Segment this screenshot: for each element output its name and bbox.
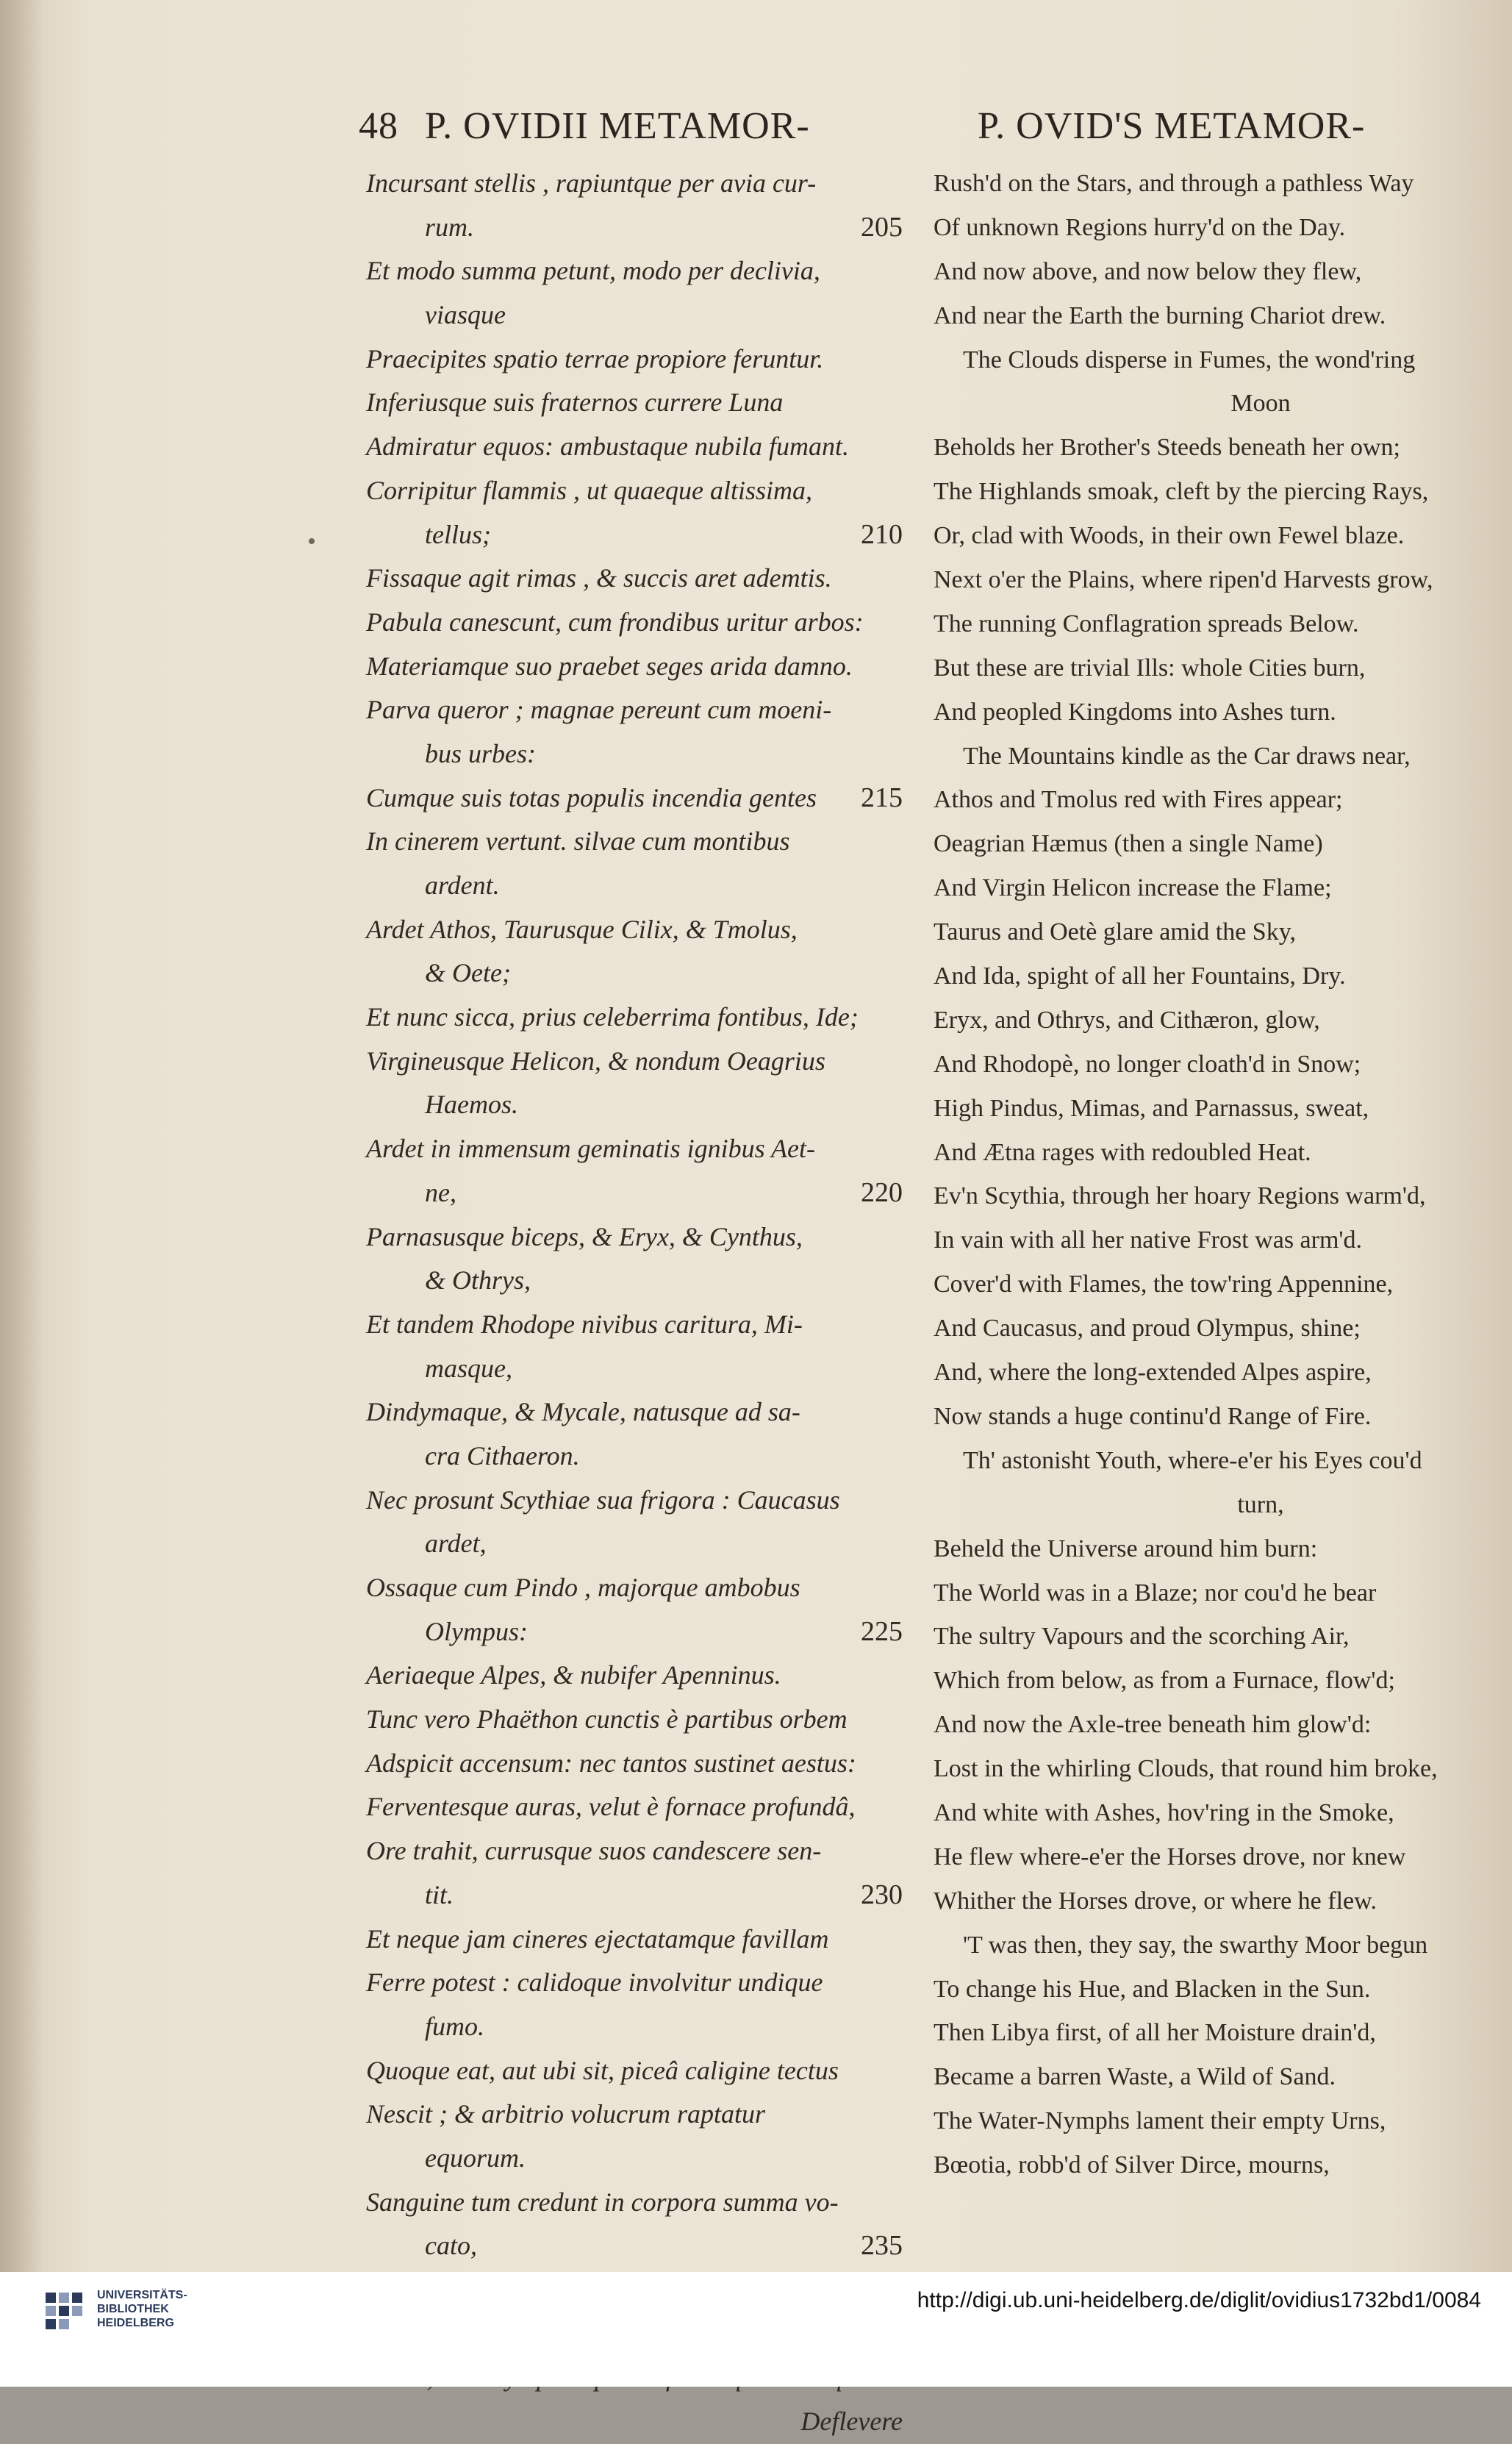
english-line	[934, 206, 1485, 250]
english-line	[934, 1747, 1485, 1791]
english-line-text: To change his Hue, and Blacken in the Sun.	[934, 1975, 1371, 2003]
english-line	[934, 822, 1485, 866]
latin-line-text: cato,	[425, 2231, 477, 2261]
english-line-text: Beheld the Universe around him burn:	[934, 1534, 1318, 1562]
english-line-text: And Rhodopè, no longer cloath'd in Snow;	[934, 1050, 1361, 1078]
latin-line-text: Parnasusque biceps, & Eryx, & Cynthus,	[366, 1221, 803, 1251]
latin-line	[366, 2137, 910, 2181]
english-line	[934, 250, 1485, 294]
latin-line	[366, 293, 910, 337]
latin-line-text: Deflevere	[800, 2407, 903, 2437]
latin-line	[366, 1083, 910, 1127]
latin-line	[366, 2005, 910, 2049]
latin-line	[366, 601, 910, 645]
english-line-text: Became a barren Waste, a Wild of Sand.	[934, 2063, 1336, 2091]
english-line	[934, 294, 1485, 338]
english-line-text: The sultry Vapours and the scorching Air,	[934, 1623, 1350, 1651]
english-line	[934, 866, 1485, 910]
latin-text-column	[366, 162, 910, 2444]
latin-line	[366, 1215, 910, 1259]
latin-line-text: Haemos.	[425, 1090, 518, 1120]
english-line-text: The Highlands smoak, cleft by the piercing Rays,	[934, 478, 1429, 506]
english-line	[934, 426, 1485, 470]
latin-line-text: equorum.	[425, 2143, 526, 2173]
margin-mark	[309, 538, 315, 544]
latin-line	[366, 688, 910, 732]
latin-line-text: Ore trahit, currusque suos candescere sen-	[366, 1836, 822, 1866]
page-gutter-shadow	[0, 0, 44, 2272]
english-line-text: High Pindus, Mimas, and Parnassus, sweat,	[934, 1094, 1369, 1122]
latin-line	[366, 337, 910, 382]
english-line	[934, 778, 1485, 822]
verse-number: 215	[861, 782, 903, 813]
latin-line-text: tellus;	[425, 519, 491, 549]
english-line	[934, 1395, 1485, 1439]
latin-line-text: Admiratur equos: ambustaque nubila fumant.	[366, 432, 849, 462]
latin-line-text: & Oete;	[425, 958, 511, 988]
latin-line-text: & Othrys,	[425, 1265, 531, 1296]
latin-line	[366, 1654, 910, 1698]
english-line-text: Athos and Tmolus red with Fires appear;	[934, 786, 1343, 814]
english-line-text: And Ætna rages with redoubled Heat.	[934, 1138, 1311, 1166]
latin-line	[366, 1479, 910, 1523]
latin-line-text: Sanguine tum credunt in corpora summa vo-	[366, 2187, 839, 2217]
latin-line	[366, 1522, 910, 1566]
english-line-text: Then Libya first, of all her Moisture drain'd,	[934, 2019, 1376, 2047]
english-line	[934, 1879, 1485, 1923]
english-line	[934, 470, 1485, 514]
english-line-text: Oeagrian Hæmus (then a single Name)	[934, 830, 1323, 858]
latin-line-text: ne,	[425, 1177, 456, 1207]
latin-line-text: Aeriaeque Alpes, & nubifer Apenninus.	[366, 1660, 781, 1690]
english-line-text: And now the Axle-tree beneath him glow'd:	[934, 1711, 1372, 1739]
left-page-header	[359, 104, 810, 148]
english-line	[934, 1131, 1485, 1175]
latin-line-text: Et tandem Rhodope nivibus caritura, Mi-	[366, 1309, 803, 1339]
latin-title: P. OVIDII METAMOR-	[425, 105, 810, 147]
latin-line	[366, 2181, 910, 2225]
english-line-text: And peopled Kingdoms into Ashes turn.	[934, 698, 1336, 726]
english-line-text: Bœotia, robb'd of Silver Dirce, mourns,	[934, 2151, 1330, 2179]
latin-line	[366, 1347, 910, 1391]
latin-line	[366, 996, 910, 1040]
english-line	[934, 1659, 1485, 1703]
latin-line-text: Dindymaque, & Mycale, natusque ad sa-	[366, 1397, 800, 1427]
latin-line	[366, 249, 910, 293]
latin-line	[366, 1918, 910, 1962]
latin-line-text: tit.	[425, 1879, 454, 1909]
english-line	[934, 1174, 1485, 1218]
latin-line	[366, 1742, 910, 1786]
page-number: 48	[359, 105, 398, 147]
latin-line-text: Virgineusque Helicon, & nondum Oeagrius	[366, 1046, 825, 1076]
latin-line-text: Et neque jam cineres ejectatamque favillam	[366, 1923, 829, 1954]
latin-line	[366, 645, 910, 689]
english-line	[934, 910, 1485, 954]
latin-line	[366, 1961, 910, 2005]
english-line-text: Of unknown Regions hurry'd on the Day.	[934, 213, 1346, 241]
latin-line	[366, 1303, 910, 1347]
english-line	[934, 1527, 1485, 1571]
latin-line	[366, 1127, 910, 1171]
english-line-text: Whither the Horses drove, or where he flew.	[934, 1887, 1377, 1915]
english-line-text: Which from below, as from a Furnace, flow'd;	[934, 1667, 1396, 1695]
english-line	[934, 338, 1485, 382]
latin-line	[366, 513, 910, 557]
latin-line-text: Ardet Athos, Taurusque Cilix, & Tmolus,	[366, 914, 798, 944]
latin-line-text: Quoque eat, aut ubi sit, piceâ caligine tectus	[366, 2055, 839, 2085]
latin-line	[366, 469, 910, 513]
english-line-text: And white with Ashes, hov'ring in the Smoke,	[934, 1798, 1394, 1826]
verse-number: 205	[861, 211, 903, 243]
latin-line	[366, 1434, 910, 1479]
latin-line	[366, 1566, 910, 1610]
latin-line	[366, 1610, 910, 1654]
latin-line-text: masque,	[425, 1353, 512, 1383]
english-line-text: Rush'd on the Stars, and through a pathless Way	[934, 170, 1414, 197]
english-line	[934, 558, 1485, 602]
english-line	[934, 1703, 1485, 1747]
english-line-text: And, where the long-extended Alpes aspire,	[934, 1359, 1372, 1387]
english-line	[934, 2143, 1485, 2187]
english-line	[934, 2099, 1485, 2143]
verse-number: 230	[861, 1879, 903, 1910]
latin-line-text: Ferventesque auras, velut è fornace profundâ,	[366, 1792, 856, 1822]
heidelberg-library-logo-icon	[43, 2288, 87, 2332]
english-line	[934, 1087, 1485, 1131]
english-line-text: The Clouds disperse in Fumes, the wond'ring	[963, 346, 1416, 374]
english-line-text: Eryx, and Othrys, and Cithæron, glow,	[934, 1006, 1320, 1034]
english-line	[934, 954, 1485, 998]
english-line-text: And Virgin Helicon increase the Flame;	[934, 874, 1332, 902]
english-line-text: Lost in the whirling Clouds, that round him broke,	[934, 1755, 1438, 1783]
english-line	[934, 1615, 1485, 1659]
latin-line	[366, 162, 910, 206]
english-line	[934, 1439, 1485, 1483]
latin-line	[366, 206, 910, 250]
library-name: UNIVERSITÄTS- BIBLIOTHEK HEIDELBERG	[97, 2289, 187, 2329]
english-line-text: Moon	[1230, 390, 1291, 418]
latin-line	[366, 908, 910, 952]
english-line	[934, 1262, 1485, 1307]
latin-line	[366, 1259, 910, 1303]
latin-line-text: Pabula canescunt, cum frondibus uritur arbos:	[366, 607, 864, 637]
latin-line-text: Praecipites spatio terrae propiore feruntur.	[366, 343, 824, 374]
latin-line-text: Cumque suis totas populis incendia gentes	[366, 782, 817, 812]
latin-line	[366, 2049, 910, 2093]
english-line	[934, 2055, 1485, 2099]
english-line	[934, 602, 1485, 646]
verse-number: 225	[861, 1615, 903, 1647]
english-line	[934, 1043, 1485, 1087]
english-line	[934, 998, 1485, 1043]
english-line-text: Ev'n Scythia, through her hoary Regions warm'd,	[934, 1182, 1426, 1210]
latin-line	[366, 1040, 910, 1084]
english-line-text: But these are trivial Ills: whole Cities burn,	[934, 654, 1366, 682]
english-line	[934, 1218, 1485, 1262]
latin-line	[366, 1785, 910, 1829]
latin-line-text: Ardet in immensum geminatis ignibus Aet-	[366, 1134, 815, 1164]
latin-line-text: bus urbes:	[425, 738, 536, 768]
latin-line	[366, 864, 910, 908]
latin-line-text: ardet,	[425, 1529, 487, 1559]
latin-line	[366, 381, 910, 425]
latin-line	[366, 557, 910, 601]
english-line-text: In vain with all her native Frost was arm'd.	[934, 1226, 1363, 1254]
english-line-text: turn,	[1237, 1490, 1284, 1518]
english-line-text: The World was in a Blaze; nor cou'd he bear	[934, 1579, 1377, 1607]
latin-line-text: Nec prosunt Scythiae sua frigora : Caucasus	[366, 1484, 840, 1515]
latin-line-text: Et nunc sicca, prius celeberrima fontibus, Ide;	[366, 1002, 859, 1032]
english-line	[934, 382, 1485, 426]
latin-line	[366, 776, 910, 821]
latin-line	[366, 425, 910, 469]
english-line-text: He flew where-e'er the Horses drove, nor knew	[934, 1843, 1406, 1870]
english-line	[934, 1968, 1485, 2012]
latin-line-text: ardent.	[425, 871, 500, 900]
english-line-text: And Caucasus, and proud Olympus, shine;	[934, 1315, 1361, 1343]
latin-line	[366, 1873, 910, 1918]
latin-line-text: Corripitur flammis , ut quaeque altissima,	[366, 475, 813, 505]
english-line-text: 'T was then, they say, the swarthy Moor begun	[963, 1931, 1428, 1959]
source-url-link[interactable]: http://digi.ub.uni-heidelberg.de/diglit/ovidius1732bd1/0084	[917, 2288, 1481, 2312]
english-line	[934, 514, 1485, 558]
latin-line-text: Nescit ; & arbitrio volucrum raptatur	[366, 2099, 765, 2129]
latin-line-text: Parva queror ; magnae pereunt cum moeni-	[366, 695, 832, 725]
english-line	[934, 646, 1485, 690]
latin-line-text: cra Cithaeron.	[425, 1440, 580, 1471]
latin-line	[366, 2400, 910, 2444]
latin-line	[366, 1698, 910, 1742]
latin-line-text: Ossaque cum Pindo , majorque ambobus	[366, 1573, 800, 1602]
english-line-text: Now stands a huge continu'd Range of Fire.	[934, 1402, 1372, 1430]
english-line-text: And near the Earth the burning Chariot drew.	[934, 301, 1386, 329]
english-title: P. OVID'S METAMOR-	[978, 105, 1366, 147]
english-line-text: Or, clad with Woods, in their own Fewel blaze.	[934, 522, 1405, 550]
english-line	[934, 2011, 1485, 2055]
english-line	[934, 1351, 1485, 1395]
english-line-text: Next o'er the Plains, where ripen'd Harvests grow,	[934, 566, 1433, 594]
english-line-text: The Water-Nymphs lament their empty Urns,	[934, 2107, 1386, 2135]
latin-line-text: Materiamque suo praebet seges arida damno.	[366, 651, 853, 681]
latin-line-text: Incursant stellis , rapiuntque per avia cur-	[366, 168, 817, 198]
latin-line-text: Fissaque agit rimas , & succis aret ademtis.	[366, 563, 832, 593]
latin-line-text: Tunc vero Phaëthon cunctis è partibus orbem	[366, 1704, 848, 1734]
english-line	[934, 1923, 1485, 1968]
verse-number: 220	[861, 1176, 903, 1208]
latin-line	[366, 2093, 910, 2137]
english-line-text: And now above, and now below they flew,	[934, 257, 1362, 285]
latin-line-text: Et modo summa petunt, modo per declivia,	[366, 256, 820, 286]
latin-line-text: viasque	[425, 300, 506, 330]
english-line	[934, 162, 1485, 206]
latin-line	[366, 732, 910, 776]
english-line-text: The Mountains kindle as the Car draws near,	[963, 742, 1411, 770]
latin-line-text: Olympus:	[425, 1616, 528, 1646]
english-line	[934, 1307, 1485, 1351]
latin-line-text: Inferiusque suis fraternos currere Luna	[366, 387, 784, 418]
latin-line	[366, 1829, 910, 1873]
english-line-text: The running Conflagration spreads Below.	[934, 610, 1359, 637]
latin-line	[366, 1390, 910, 1434]
latin-line-text: Adspicit accensum: nec tantos sustinet aestus:	[366, 1748, 856, 1778]
english-line	[934, 1791, 1485, 1835]
english-line	[934, 1571, 1485, 1615]
english-line-text: Taurus and Oetè glare amid the Sky,	[934, 918, 1296, 946]
verse-number: 210	[861, 518, 903, 550]
english-line-text: And Ida, spight of all her Fountains, Dry.	[934, 962, 1346, 990]
latin-line	[366, 2224, 910, 2268]
verse-number: 235	[861, 2230, 903, 2262]
english-line-text: Cover'd with Flames, the tow'ring Appennine,	[934, 1271, 1394, 1298]
english-line	[934, 1835, 1485, 1879]
english-line	[934, 690, 1485, 735]
latin-line	[366, 1171, 910, 1215]
english-line	[934, 735, 1485, 779]
latin-line-text: Ferre potest : calidoque involvitur undique	[366, 1968, 823, 1998]
english-line	[934, 1483, 1485, 1527]
latin-line	[366, 820, 910, 864]
latin-line-text: fumo.	[425, 2011, 484, 2041]
english-line-text: Th' astonisht Youth, where-e'er his Eyes cou'd	[963, 1446, 1422, 1474]
latin-line-text: In cinerem vertunt. silvae cum montibus	[366, 826, 790, 857]
right-page-header	[978, 104, 1365, 148]
english-text-column	[934, 162, 1485, 2187]
latin-line-text: rum.	[425, 212, 475, 242]
latin-line	[366, 951, 910, 996]
english-line-text: Beholds her Brother's Steeds beneath her own;	[934, 434, 1400, 462]
